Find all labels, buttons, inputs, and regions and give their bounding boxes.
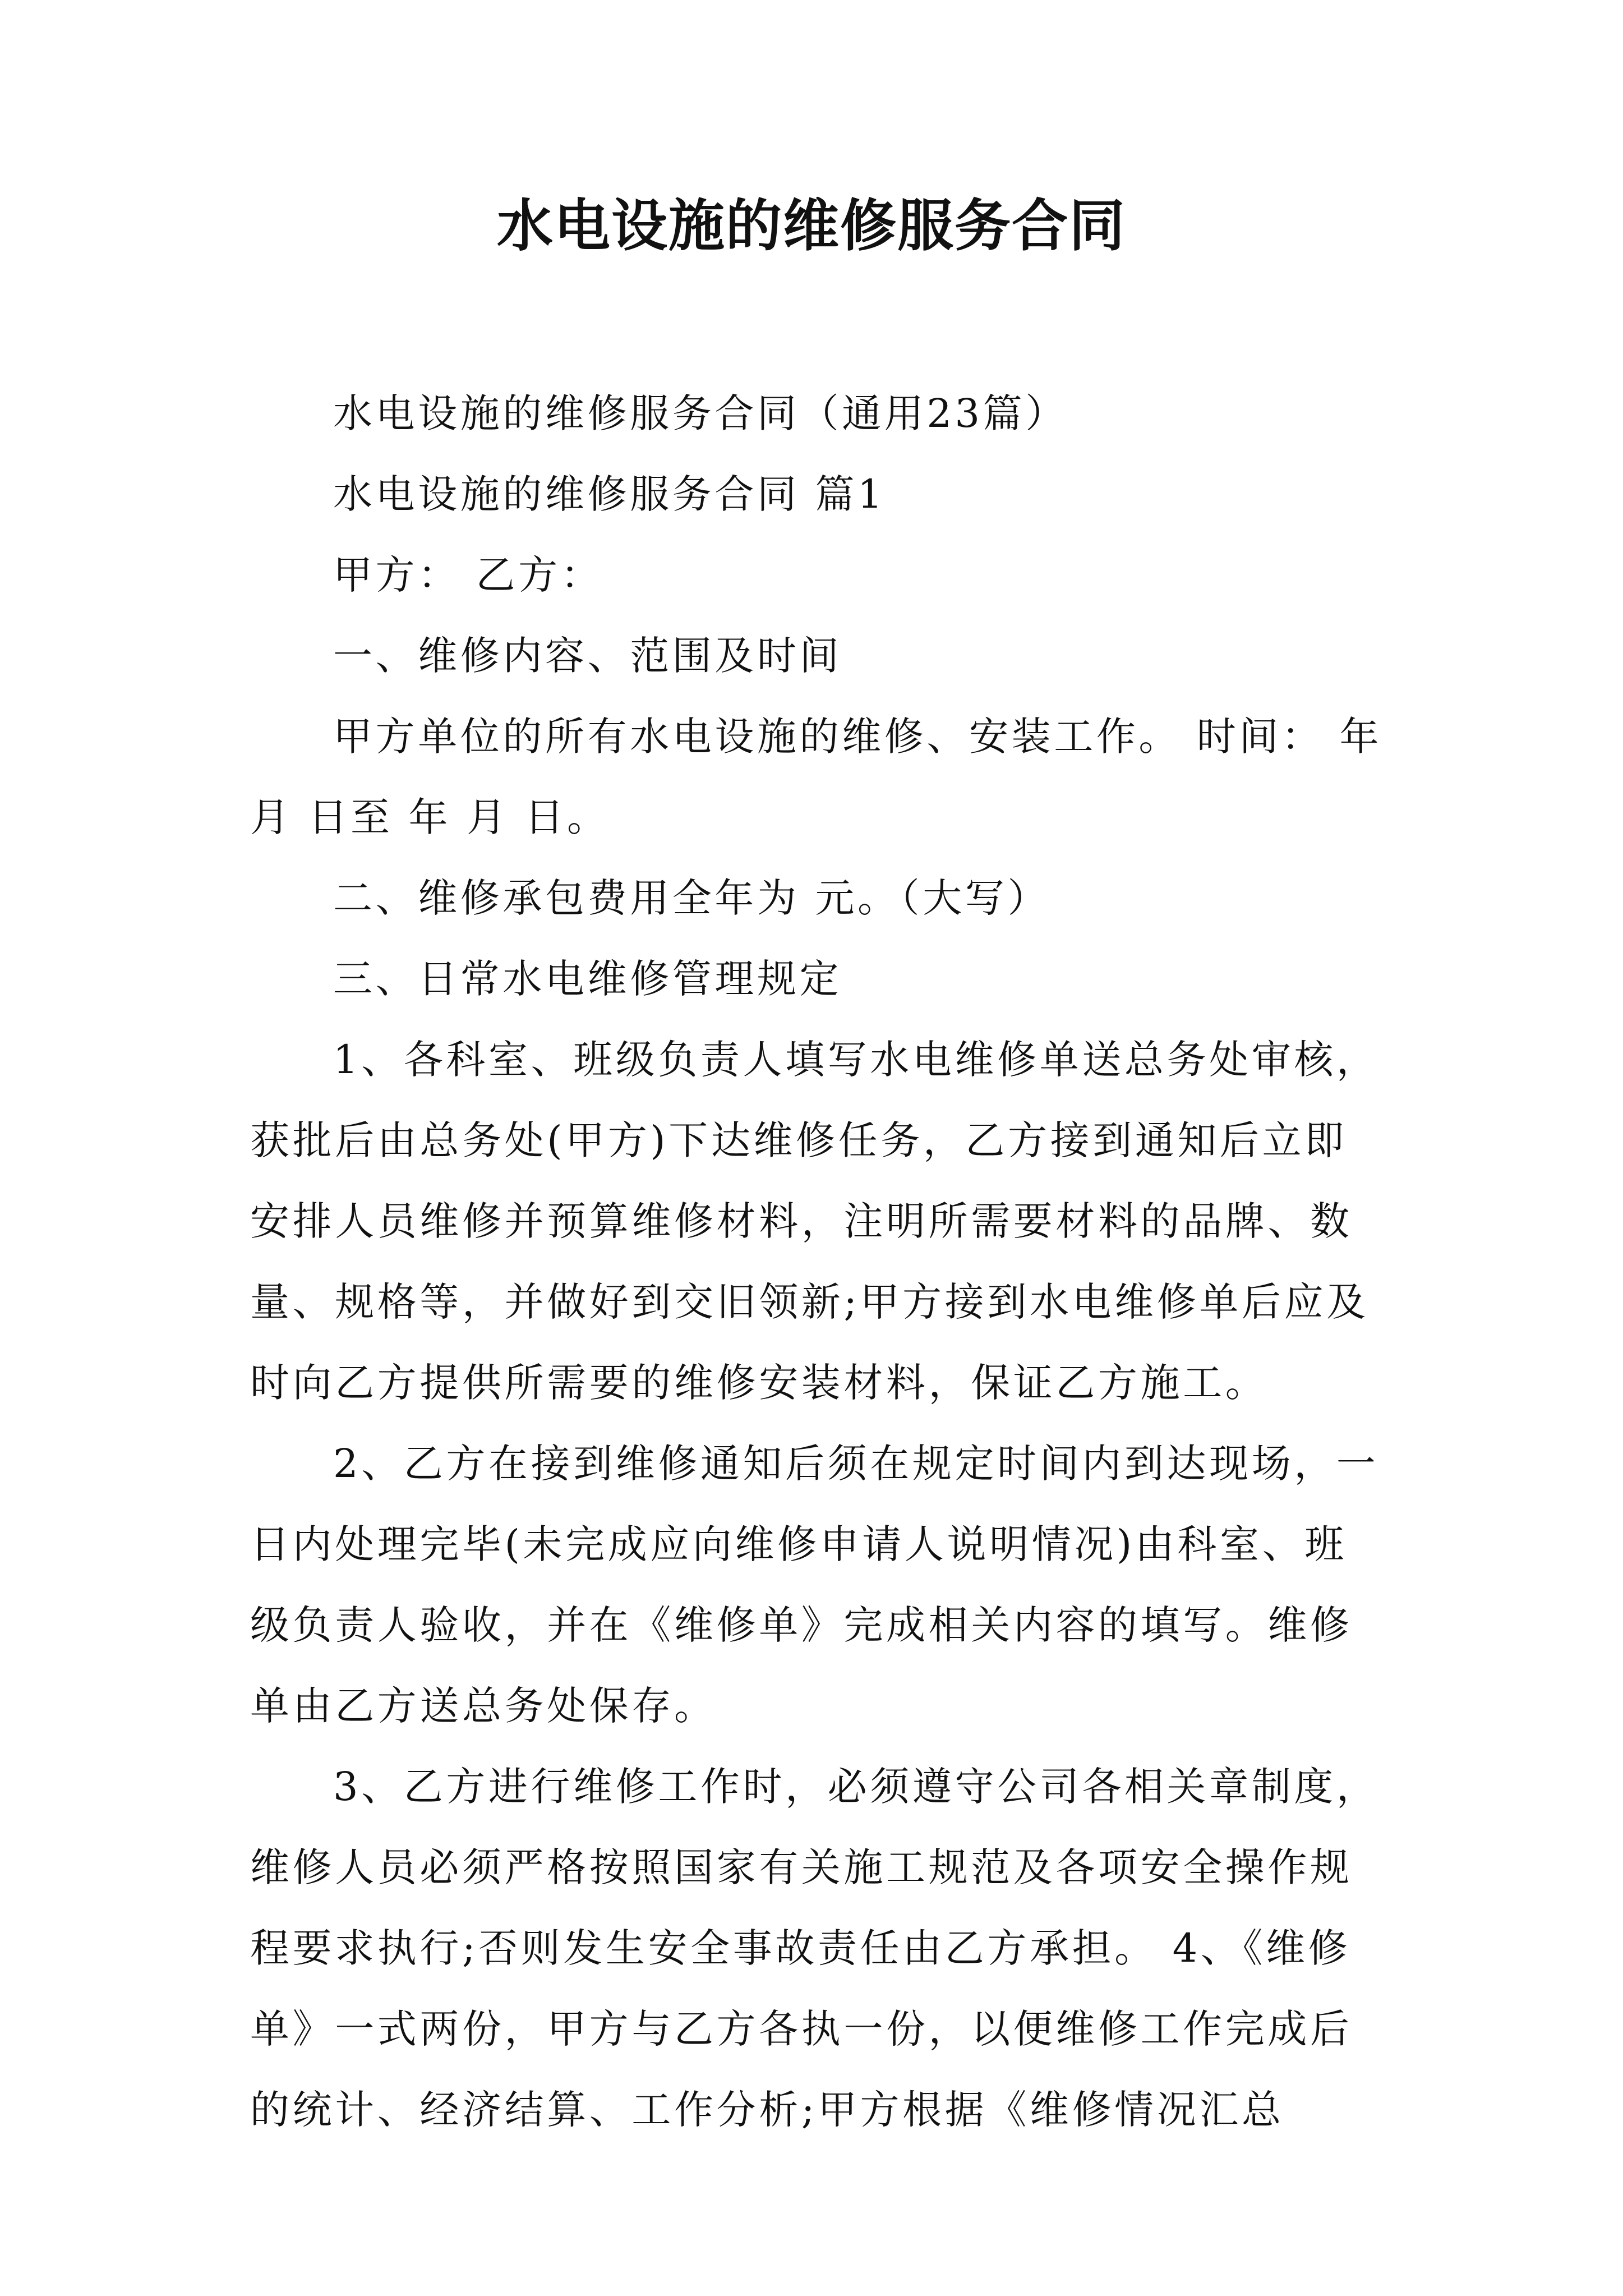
paragraph-rule-1: 1、各科室、班级负责人填写水电维修单送总务处审核，获批后由总务处(甲方)下达维修任务，乙方接到通知后立即安排人员维修并预算维修材料，注明所需要材料的品牌、数量、规格等，并做好到交旧领新;甲方接到水电维修单后应及时向乙方提供所需要的维修安装材料，保证乙方施工。	[250, 1037, 1379, 1406]
paragraph-clause-1-body: 甲方单位的所有水电设施的维修、安装工作。 时间： 年 月 日至 年 月 日。	[250, 714, 1382, 840]
paragraph-clause-3-heading: 三、日常水电维修管理规定	[333, 956, 842, 1002]
paragraph-parties: 甲方： 乙方：	[333, 552, 603, 598]
paragraph-clause-2: 二、维修承包费用全年为 元。（大写）	[333, 875, 1050, 921]
document-body	[250, 373, 1389, 2150]
document-title: 水电设施的维修服务合同	[497, 193, 1126, 259]
paragraph-rule-2: 2、乙方在接到维修通知后须在规定时间内到达现场，一日内处理完毕(未完成应向维修申请人说明情况)由科室、班级负责人验收，并在《维修单》完成相关内容的填写。维修单由乙方送总务处保存。	[250, 1441, 1379, 1729]
paragraph-section-heading: 水电设施的维修服务合同 篇1	[333, 471, 886, 517]
paragraph-clause-1-heading: 一、维修内容、范围及时间	[333, 633, 842, 679]
paragraph-rule-3-4: 3、乙方进行维修工作时，必须遵守公司各相关章制度，维修人员必须严格按照国家有关施工规范及各项安全操作规程要求执行;否则发生安全事故责任由乙方承担。 4、《维修单》一式两份，甲方与乙方各执一份，以便维修工作完成后的统计、经济结算、工作分析;甲方根据《维修情况汇总	[250, 1764, 1379, 2133]
paragraph-subtitle: 水电设施的维修服务合同（通用23篇）	[333, 390, 1068, 436]
